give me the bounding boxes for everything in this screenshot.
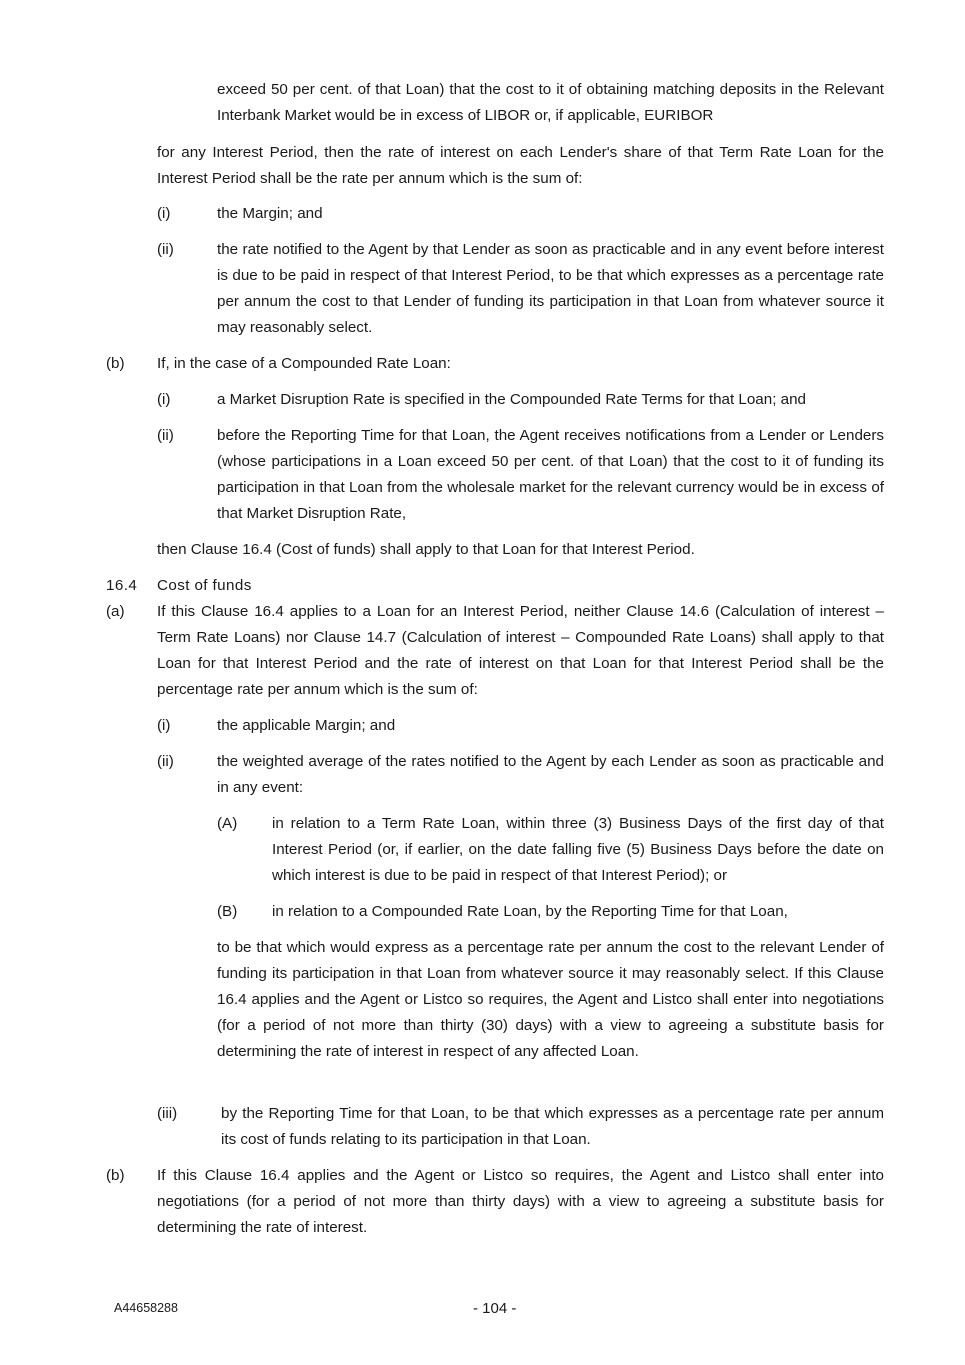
- item-text: the rate notified to the Agent by that Lender as soon as practicable and in any event before interest is due to be paid in respect of that Interest Period, to be that which expresses as a percentage rate per annum the cost to that Lender of funding its participation in that Loan from whatever source it may reasonably select.: [217, 241, 884, 336]
- item-text: the Margin; and: [217, 205, 323, 222]
- item-label: (ii): [157, 753, 174, 770]
- cost-of-funds-reference: then Clause 16.4 (Cost of funds) shall apply to that Loan for that Interest Period.: [157, 541, 695, 558]
- item-text: by the Reporting Time for that Loan, to be that which expresses as a percentage rate per annum its cost of funds relating to its participation in that Loan.: [221, 1105, 884, 1148]
- clause-label: (b): [106, 1167, 125, 1184]
- item-label: (i): [157, 391, 171, 408]
- clause-text: If this Clause 16.4 applies to a Loan for an Interest Period, neither Clause 14.6 (Calculation of interest – Term Rate Loans) nor Clause 14.7 (Calculation of interest – Compounded Rate Loans) shall apply to that Loan for that Interest Period and the rate of interest on that Loan for that Interest Period shall be the percentage rate per annum which is the sum of:: [157, 603, 884, 698]
- clause-label: (b): [106, 355, 125, 372]
- cost-rate-paragraph: to be that which would express as a percentage rate per annum the cost to the relevant Lender of funding its participation in that Loan from whatever source it may reasonably select. If this Clause 16.4 applies and the Agent or Listco so requires, the Agent and Listco shall enter into negotiations (for a period of not more than thirty (30) days) with a view to agreeing a substitute basis for determining the rate of interest in respect of any affected Loan.: [217, 939, 884, 1060]
- section-number: 16.4: [106, 577, 138, 594]
- item-label: (i): [157, 717, 171, 734]
- subitem-label: (B): [217, 903, 238, 920]
- item-label: (i): [157, 205, 171, 222]
- item-label: (ii): [157, 427, 174, 444]
- document-reference: A44658288: [114, 1301, 178, 1315]
- item-label: (ii): [157, 241, 174, 258]
- subitem-label: (A): [217, 815, 238, 832]
- clause-text: If, in the case of a Compounded Rate Loan:: [157, 355, 451, 372]
- subitem-text: in relation to a Term Rate Loan, within three (3) Business Days of the first day of that Interest Period (or, if earlier, on the date falling five (5) Business Days before the date on which interest is due to be paid in respect of that Interest Period); or: [272, 815, 884, 884]
- clause-label: (a): [106, 603, 125, 620]
- subitem-text: in relation to a Compounded Rate Loan, by the Reporting Time for that Loan,: [272, 903, 788, 920]
- item-label: (iii): [157, 1105, 178, 1122]
- item-text: before the Reporting Time for that Loan, the Agent receives notifications from a Lender or Lenders (whose participations in a Loan exceed 50 per cent. of that Loan) that the cost to it of funding its participation in that Loan from the wholesale market for the relevant currency would be in excess of that Market Disruption Rate,: [217, 427, 884, 522]
- item-text: a Market Disruption Rate is specified in the Compounded Rate Terms for that Loan; and: [217, 391, 806, 408]
- section-title: Cost of funds: [157, 577, 252, 594]
- item-text: the applicable Margin; and: [217, 717, 396, 734]
- interest-rate-paragraph: for any Interest Period, then the rate of interest on each Lender's share of that Term Rate Loan for the Interest Period shall be the rate per annum which is the sum of:: [157, 144, 884, 187]
- clause-text: If this Clause 16.4 applies and the Agent or Listco so requires, the Agent and Listco shall enter into negotiations (for a period of not more than thirty days) with a view to agreeing a substitute basis for determining the rate of interest.: [157, 1167, 884, 1236]
- continuation-paragraph: exceed 50 per cent. of that Loan) that the cost to it of obtaining matching deposits in the Relevant Interbank Market would be in excess of LIBOR or, if applicable, EURIBOR: [217, 81, 884, 124]
- item-text: the weighted average of the rates notified to the Agent by each Lender as soon as practicable and in any event:: [217, 753, 884, 796]
- page-number: - 104 -: [473, 1300, 517, 1317]
